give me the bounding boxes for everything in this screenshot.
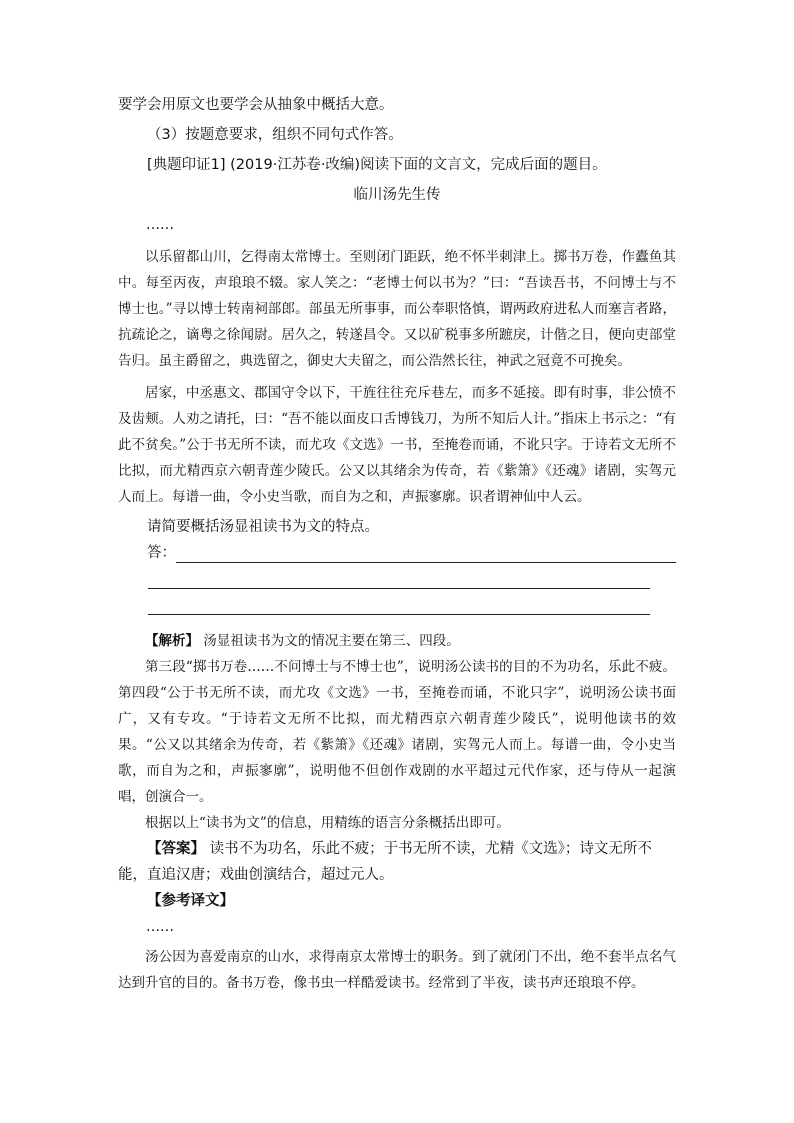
example-heading: [典题印证1] (2019·江苏卷·改编)阅读下面的文言文，完成后面的题目。 xyxy=(147,157,607,173)
answer-key-text: 读书不为功名，乐此不疲；于书无所不读，尤精《文选》；诗文无所不能，直追汉唐；戏曲创演结合，超过元人。 xyxy=(118,841,652,883)
analysis-text-1: 汤显祖读书为文的情况主要在第三、四段。 xyxy=(203,633,460,649)
analysis-intro xyxy=(118,628,676,654)
analysis-text-2: 第三段“掷书万卷……不问博士与不博士也”，说明汤公读书的目的不为功名，乐此不疲。第四段“公于书无所不读，而尤攻《文选》一书，至掩卷而诵，不讹只字”，说明汤公读书面广，又有专攻。“于诗若文无所不比拟，而尤精西京六朝青莲少陵氏”，说明他读书的效果。“公又以其绪余为传奇，若《紫箫》《还魂》诸剧，实驾元人而上。每谱一曲，令小史当歌，而自为之和，声振寥廓”，说明他不但创作戏剧的水平超过元代作家，还与侍从一起演唱，创演合一。 xyxy=(118,659,676,805)
ellipsis-1: …… xyxy=(146,217,174,233)
intro-line-2: （3）按题意要求，组织不同句式作答。 xyxy=(147,127,403,143)
reference-label: 【参考译文】 xyxy=(147,893,234,909)
passage-title: 临川汤先生传 xyxy=(353,187,441,203)
document-content xyxy=(118,92,676,996)
answer-line-1[interactable] xyxy=(176,562,676,563)
passage-paragraph-2: 居家，中丞惠文、郡国守令以下，干旌往往充斥巷左，而多不延接。即有时事，非公愤不及齿颊。人劝之请托，曰：“吾不能以面皮口舌博钱刀，为所不知后人计。”指床上书示之：“有此不贫矣。”公于书无所不读，而尤攻《文选》一书，至掩卷而诵，不讹只字。于诗若文无所不比拟，而尤精西京六朝青莲少陵氏。公又以其绪余为传奇，若《紫箫》《还魂》诸剧，实驾元人而上。每谱一曲，令小史当歌，而自为之和，声振寥廓。识者谓神仙中人云。 xyxy=(118,385,676,505)
answer-label: 答： xyxy=(147,545,176,561)
answer-line-2[interactable] xyxy=(148,588,650,589)
translation-text: 汤公因为喜爱南京的山水，求得南京太常博士的职务。到了就闭门不出，绝不套半点名气达到升官的目的。备书万卷，像书虫一样酷爱读书。经常到了半夜，读书声还琅琅不停。 xyxy=(118,949,676,991)
intro-line-1: 要学会用原文也要学会从抽象中概括大意。 xyxy=(118,97,394,113)
question: 请简要概括汤显祖读书为文的特点。 xyxy=(147,519,379,535)
answer-area xyxy=(118,540,676,618)
passage-paragraph-1: 以乐留都山川，乞得南太常博士。至则闭门距跃，绝不怀半刺津上。掷书万卷，作蠹鱼其中。每至丙夜，声琅琅不辍。家人笑之：“老博士何以书为？”曰：“吾读吾书，不问博士与不博士也。”寻以博士转南祠部郎。部虽无所事事，而公奉职恪慎，谓两政府进私人而塞言者路，抗疏论之，谪粤之徐闻尉。居久之，转遂昌令。又以矿税事多所蹠戾，计偕之日，便向吏部堂告归。虽主爵留之，典选留之，御史大夫留之，而公浩然长往，神武之冠竟不可挽矣。 xyxy=(118,249,676,369)
analysis-text-3: 根据以上“读书为文”的信息，用精练的语言分条概括出即可。 xyxy=(145,815,510,831)
answer-key xyxy=(118,836,676,888)
answer-key-label: 【答案】 xyxy=(147,841,205,857)
ellipsis-2: …… xyxy=(146,919,174,935)
answer-line-3[interactable] xyxy=(148,614,650,615)
analysis-label: 【解析】 xyxy=(145,633,199,649)
